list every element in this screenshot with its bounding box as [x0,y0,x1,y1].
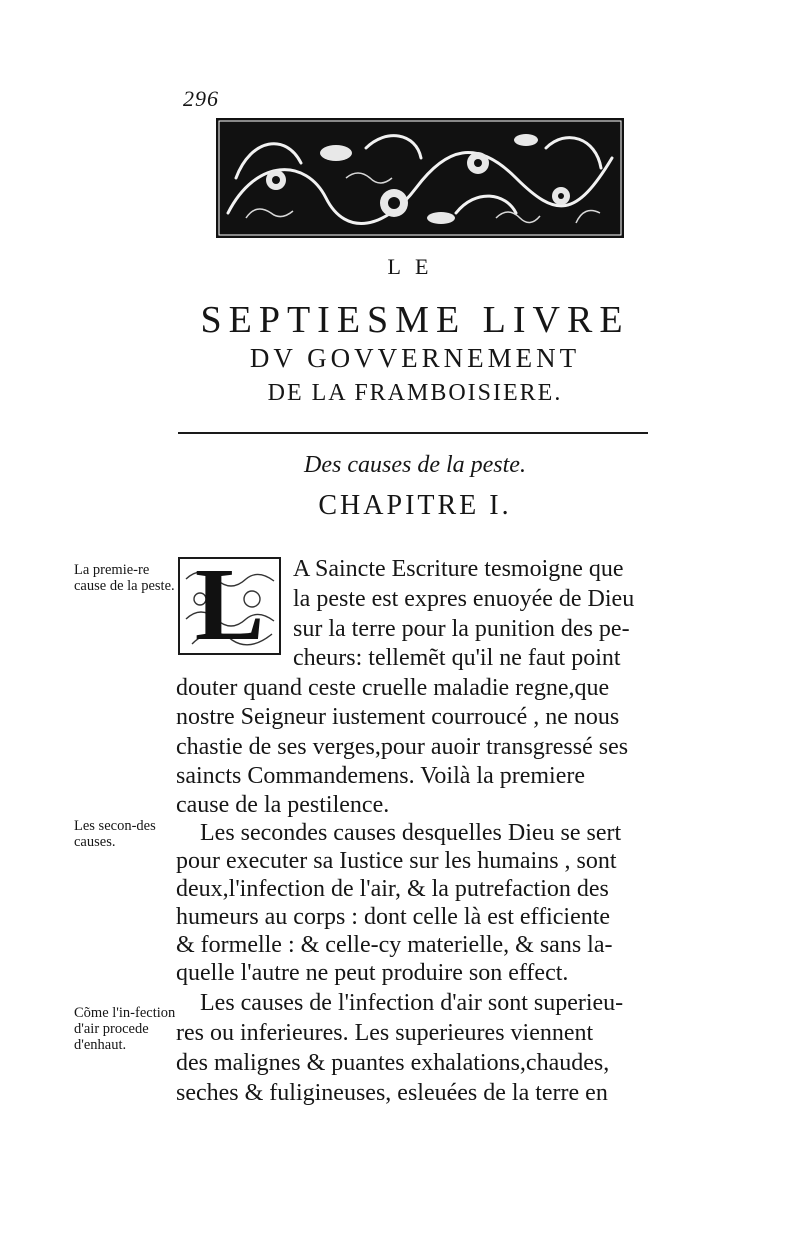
text-line: & formelle : & celle-cy materielle, & sans la- [176,932,613,958]
heading-gouvernement: DV GOVVERNEMENT [249,343,581,373]
text-line: A Saincte Escriture tesmoigne que [293,556,624,582]
text-line: cheurs: tellemẽt qu'il ne faut point [293,645,621,671]
text-line: la peste est expres enuoyée de Dieu [293,586,635,612]
margin-note: Cõme l'in-fection d'air procede d'enhaut. [74,1005,176,1053]
margin-note: La premie-re cause de la peste. [74,562,175,594]
horizontal-rule [178,432,648,434]
ornamental-headpiece-icon [216,118,624,238]
text-line: chastie de ses verges,pour auoir transgressé ses [176,734,629,760]
text-line: pour executer sa Iustice sur les humains , sont [176,848,617,874]
text-line: deux,l'infection de l'air, & la putrefaction des [176,876,609,902]
chapter-heading: CHAPITRE I. [318,490,512,521]
text-line: res ou inferieures. Les superieures viennent [176,1020,594,1046]
text-line: sur la terre pour la punition des pe- [293,616,630,642]
margin-note: Les secon-des causes. [74,818,156,850]
page-number: 296 [183,86,219,111]
heading-book-title: SEPTIESME LIVRE [200,299,630,341]
heading-le: LE [387,254,443,279]
chapter-subtitle: Des causes de la peste. [304,452,526,478]
text-line: saincts Commandemens. Voilà la premiere [176,763,586,789]
text-line: douter quand ceste cruelle maladie regne,que [176,675,610,701]
ornamental-headpiece [216,118,624,238]
decorated-initial [178,557,281,655]
text-line: Les secondes causes desquelles Dieu se sert [200,820,622,846]
text-line: nostre Seigneur iustement courroucé , ne nous [176,704,620,730]
heading-author: DE LA FRAMBOISIERE. [267,380,563,406]
initial-letter: L [194,557,265,655]
text-line: quelle l'autre ne peut produire son effect. [176,960,569,986]
text-line: cause de la pestilence. [176,792,390,818]
text-line: Les causes de l'infection d'air sont superieu- [200,990,624,1016]
text-line: des malignes & puantes exhalations,chaudes, [176,1050,610,1076]
text-line: humeurs au corps : dont celle là est efficiente [176,904,611,930]
text-line: seches & fuligineuses, esleuées de la terre en [176,1080,608,1106]
